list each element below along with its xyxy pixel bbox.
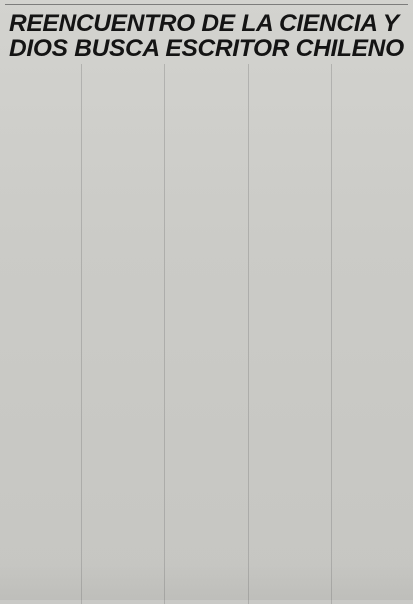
column-3 bbox=[171, 64, 241, 604]
headline-line-1: REENCUENTRO DE LA CIENCIA Y bbox=[9, 10, 399, 37]
headline-line-2: DIOS BUSCA ESCRITOR CHILENO bbox=[9, 35, 404, 62]
column-2 bbox=[88, 64, 158, 604]
column-divider bbox=[81, 64, 82, 604]
column-divider bbox=[164, 64, 165, 604]
top-rule bbox=[5, 4, 408, 9]
article-columns bbox=[5, 64, 408, 604]
column-4 bbox=[255, 64, 325, 604]
column-divider bbox=[248, 64, 249, 604]
column-divider bbox=[331, 64, 332, 604]
column-1 bbox=[5, 64, 75, 604]
column-5 bbox=[338, 64, 408, 604]
